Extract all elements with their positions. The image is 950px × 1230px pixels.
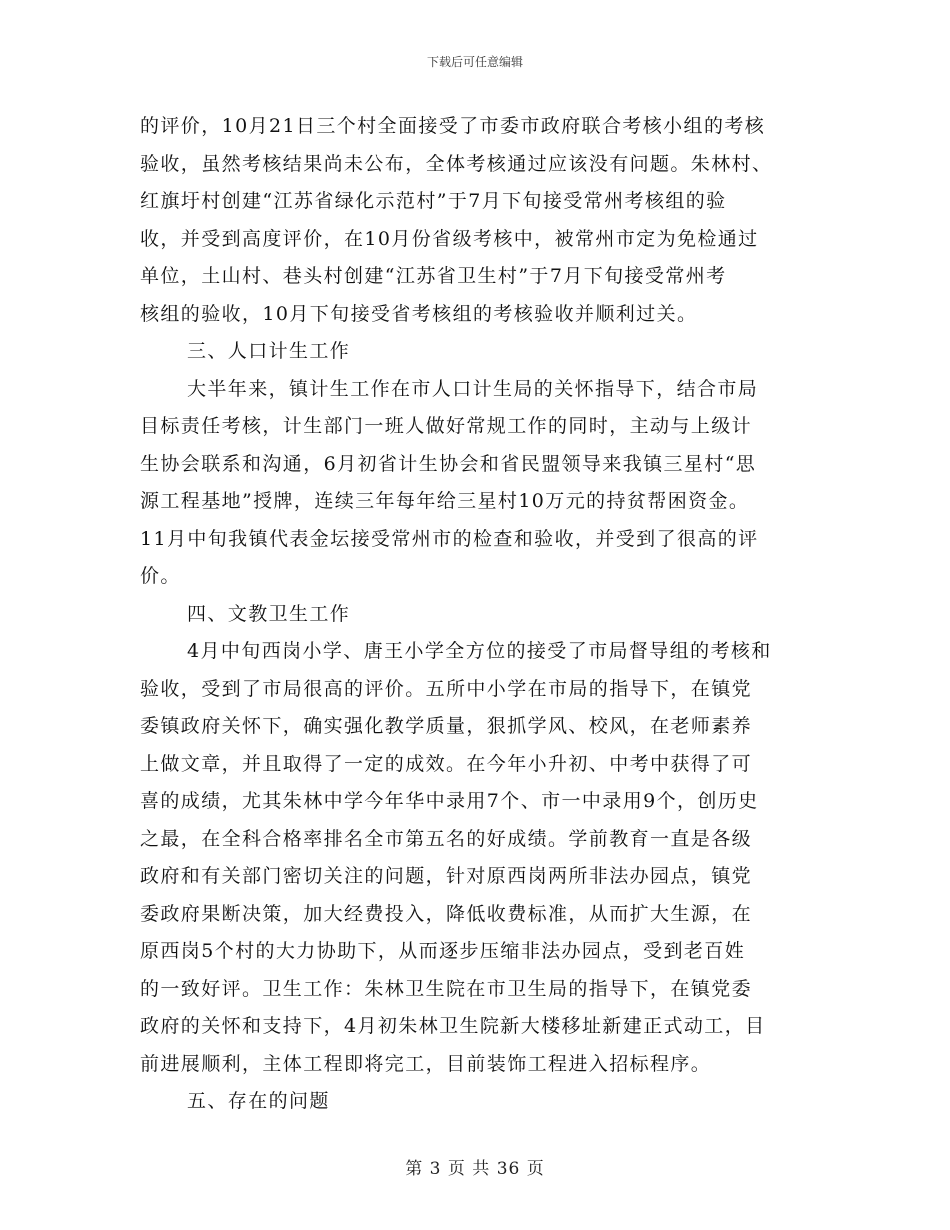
- text-line: 红旗圩村创建“江苏省绿化示范村”于7月下旬接受常州考核组的验: [140, 190, 727, 212]
- text-line: 生协会联系和沟通，6月初省计生协会和省民盟领导来我镇三星村“思: [140, 452, 757, 475]
- text-line: 验收，受到了市局很高的评价。五所中小学在市局的指导下，在镇党: [140, 677, 753, 700]
- text-line: 核组的验收，10月下旬接受省考核组的考核验收并顺利过关。: [140, 302, 698, 325]
- page-footer: 第 3 页 共 36 页: [405, 1159, 545, 1179]
- text-line: 的一致好评。卫生工作：朱林卫生院在市卫生局的指导下，在镇党委: [140, 977, 753, 1000]
- text-line: 前进展顺利，主体工程即将完工，目前装饰工程进入招标程序。: [140, 1052, 712, 1075]
- text-line: 委政府果断决策，加大经费投入，降低收费标准，从而扩大生源，在: [140, 902, 753, 925]
- text-line: 喜的成绩，尤其朱林中学今年华中录用7个、市一中录用9个，创历史: [140, 790, 759, 812]
- text-line: 政府和有关部门密切关注的问题，针对原西岗两所非法办园点，镇党: [140, 865, 753, 887]
- text-line: 委镇政府关怀下，确实强化教学质量，狠抓学风、校风，在老师素养: [140, 715, 753, 737]
- text-line: 价。: [140, 565, 181, 587]
- text-line: 验收，虽然考核结果尚未公布，全体考核通过应该没有问题。朱林村、: [140, 152, 773, 175]
- document-body: [140, 108, 815, 1121]
- text-line: 政府的关怀和支持下，4月初朱林卫生院新大楼移址新建正式动工，目: [140, 1015, 766, 1037]
- text-line: 五、存在的问题: [187, 1090, 330, 1112]
- text-line: 收，并受到高度评价，在10月份省级考核中，被常州市定为免检通过: [140, 227, 759, 250]
- text-line: 四、文教卫生工作: [187, 602, 351, 625]
- text-line: 4月中旬西岗小学、唐王小学全方位的接受了市局督导组的考核和: [187, 640, 772, 662]
- text-line: 单位，土山村、巷头村创建“江苏省卫生村”于7月下旬接受常州考: [140, 265, 727, 287]
- page-header: 下载后可任意编辑: [426, 55, 523, 69]
- text-line: 三、人口计生工作: [187, 340, 351, 362]
- text-line: 之最，在全科合格率排名全市第五名的好成绩。学前教育一直是各级: [140, 827, 753, 850]
- text-line: 源工程基地”授牌，连续三年每年给三星村10万元的持贫帮困资金。: [140, 490, 750, 512]
- text-line: 原西岗5个村的大力协助下，从而逐步压缩非法办园点，受到老百姓: [140, 940, 746, 962]
- text-line: 大半年来，镇计生工作在市人口计生局的关怀指导下，结合市局: [187, 377, 759, 400]
- text-line: 11月中旬我镇代表金坛接受常州市的检查和验收，并受到了很高的评: [140, 527, 759, 550]
- text-line: 目标责任考核，计生部门一班人做好常规工作的同时，主动与上级计: [140, 415, 753, 437]
- text-line: 的评价，10月21日三个村全面接受了市委市政府联合考核小组的考核: [140, 115, 766, 137]
- text-line: 上做文章，并且取得了一定的成效。在今年小升初、中考中获得了可: [140, 752, 753, 775]
